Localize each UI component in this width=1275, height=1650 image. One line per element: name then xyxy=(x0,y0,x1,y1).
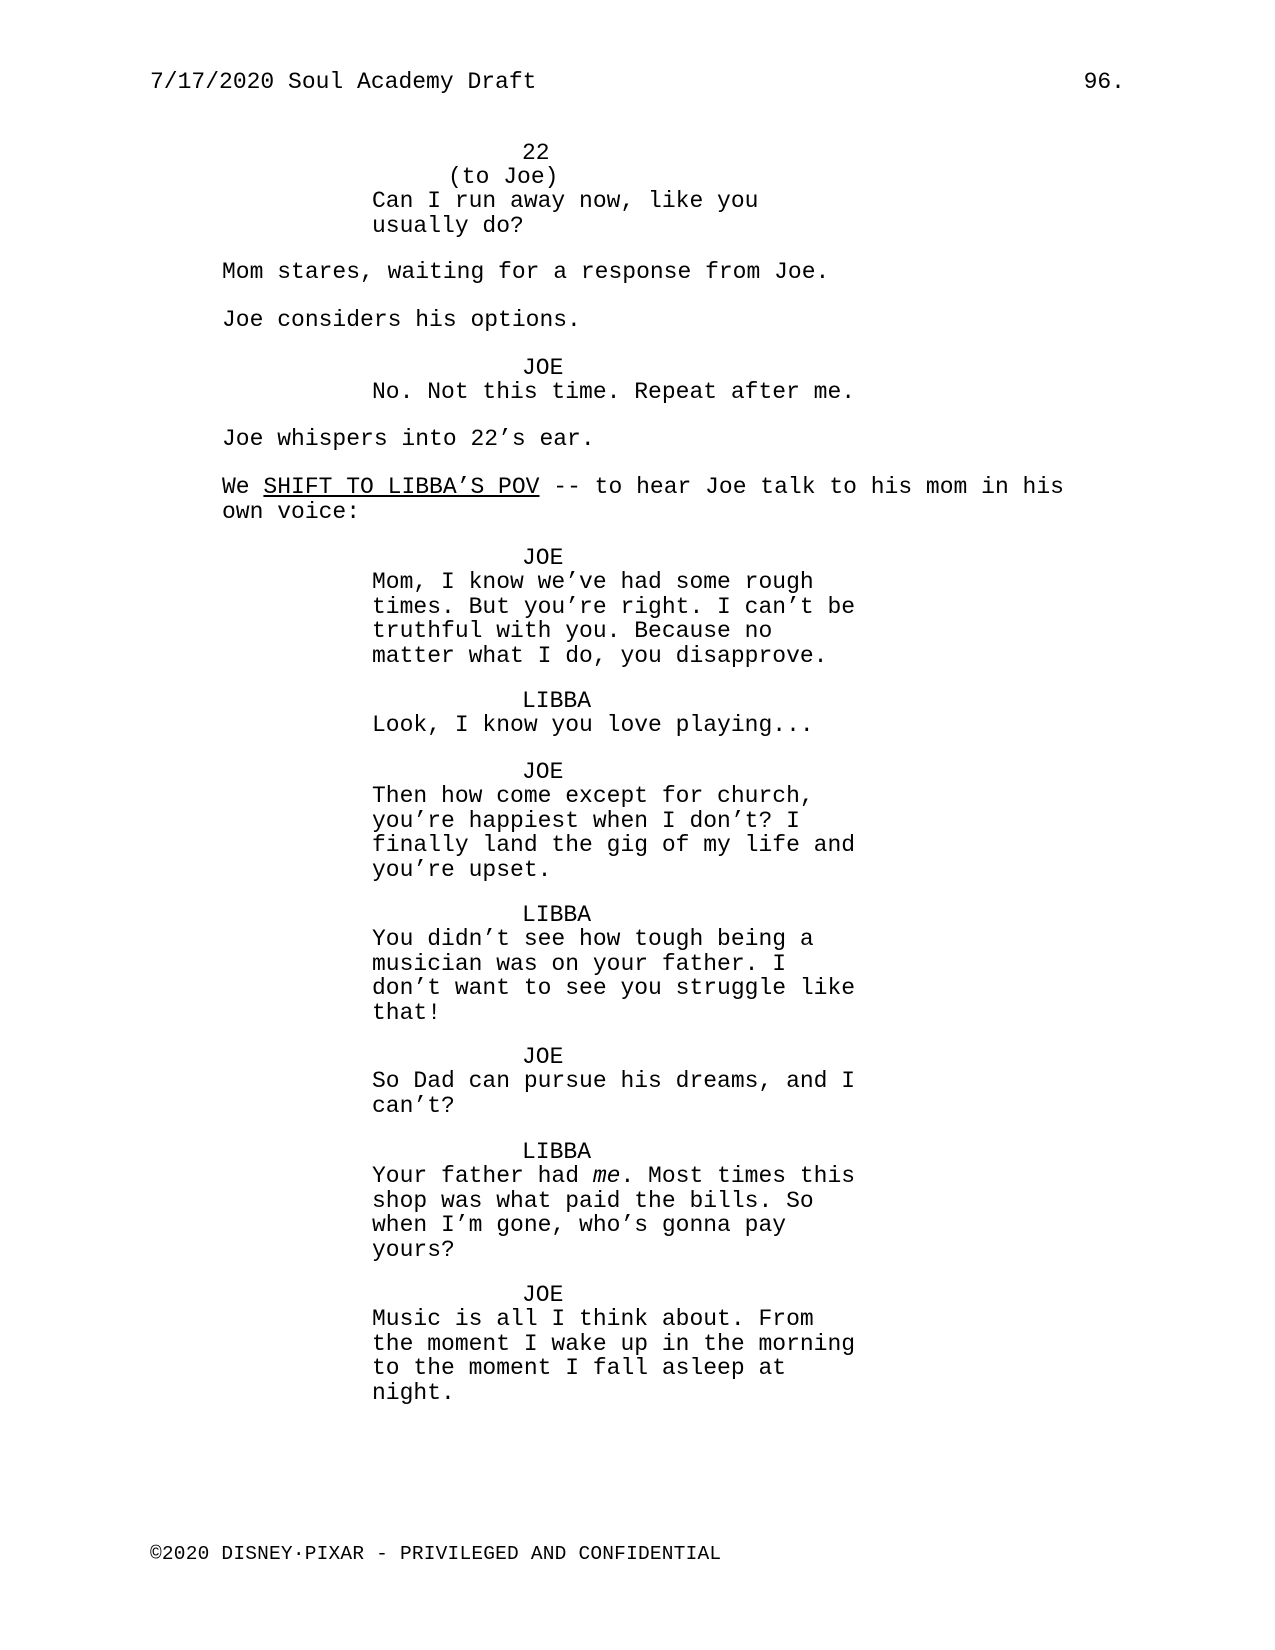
character-cue: LIBBA xyxy=(522,1139,592,1165)
character-cue: LIBBA xyxy=(522,902,592,928)
dialogue-text: . Most times this shop was what paid the bills. So when I’m gone, who’s gonna pay yours? xyxy=(372,1163,856,1263)
parenthetical: (to Joe) xyxy=(448,164,559,190)
dialogue: No. Not this time. Repeat after me. xyxy=(372,379,856,405)
action-text: -- to hear Joe talk to his mom in his own voice: xyxy=(222,474,1064,525)
character-cue: JOE xyxy=(522,1282,564,1308)
dialogue: Look, I know you love playing... xyxy=(372,712,814,738)
character-cue: JOE xyxy=(522,759,564,785)
action-line: Joe whispers into 22’s ear. xyxy=(222,426,595,452)
dialogue: So Dad can pursue his dreams, and I can’t? xyxy=(372,1068,856,1119)
page-header-title: 7/17/2020 Soul Academy Draft xyxy=(150,69,537,95)
emphasis: me xyxy=(592,1163,621,1189)
page-footer: ©2020 DISNEY·PIXAR - PRIVILEGED AND CONFIDENTIAL xyxy=(150,1543,722,1565)
character-cue: LIBBA xyxy=(522,688,592,714)
action-line: Joe considers his options. xyxy=(222,307,581,333)
character-cue: JOE xyxy=(522,545,564,571)
camera-direction: SHIFT TO LIBBA’S POV xyxy=(263,474,540,500)
dialogue: You didn’t see how tough being a musician was on your father. I don’t want to see you struggle like that! xyxy=(372,926,856,1026)
dialogue: Then how come except for church, you’re happiest when I don’t? I finally land the gig of my life and you’re upset. xyxy=(372,783,856,883)
character-cue: JOE xyxy=(522,1044,564,1070)
character-cue: JOE xyxy=(522,355,564,381)
action-line xyxy=(222,475,1064,524)
dialogue: Music is all I think about. From the moment I wake up in the morning to the moment I fall asleep at night. xyxy=(372,1306,856,1406)
dialogue-text: Your father had xyxy=(372,1163,593,1189)
dialogue xyxy=(372,1164,855,1262)
dialogue: Mom, I know we’ve had some rough times. But you’re right. I can’t be truthful with you. Because no matter what I do, you disapprove. xyxy=(372,569,856,669)
character-cue: 22 xyxy=(522,140,550,166)
action-line: Mom stares, waiting for a response from Joe. xyxy=(222,259,830,285)
page-number: 96. xyxy=(1083,69,1125,95)
dialogue: Can I run away now, like you usually do? xyxy=(372,188,759,239)
action-text: We xyxy=(222,474,264,500)
